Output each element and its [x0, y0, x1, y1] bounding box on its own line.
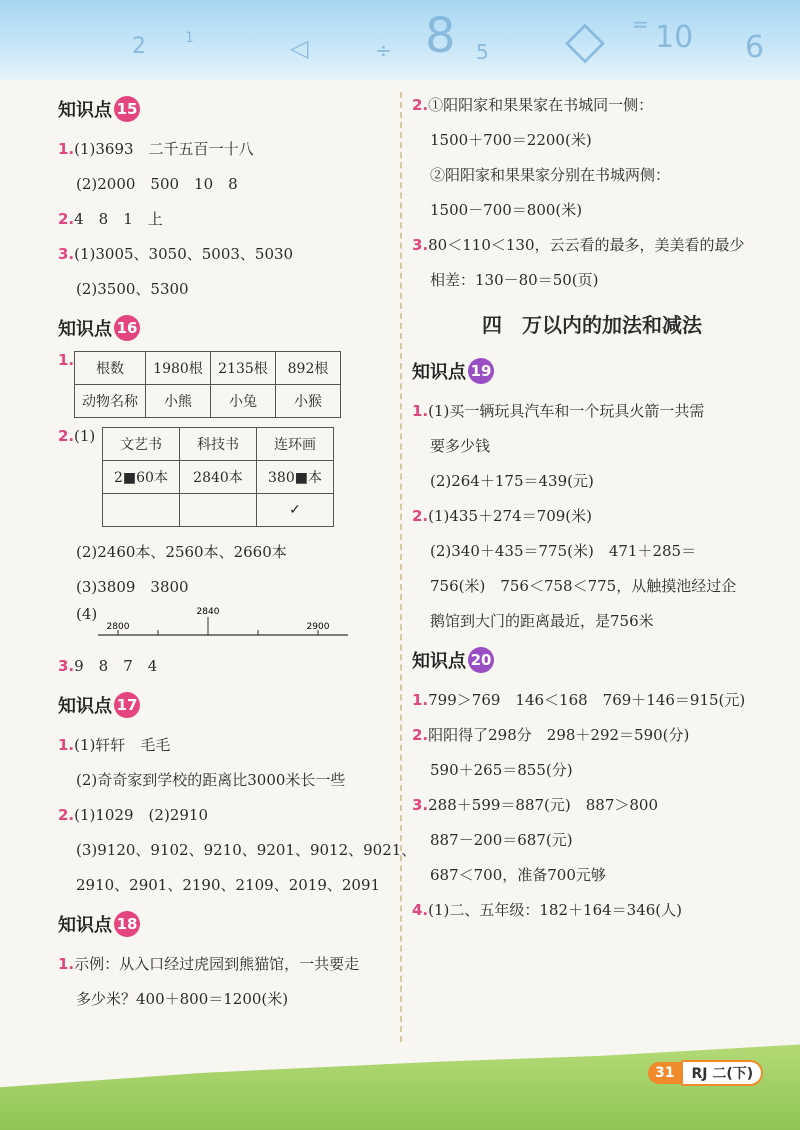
knowledge-point-17: 知识点 17 [58, 690, 388, 720]
answer-text: 示例：从入口经过虎园到熊猫馆，一共要走 [74, 955, 360, 973]
table-cell: 380■本 [257, 461, 334, 494]
deco-symbol: 2 [132, 34, 146, 59]
column-divider [400, 92, 402, 1042]
table-cell: 2135根 [211, 352, 276, 385]
deco-symbol: 5 [476, 40, 489, 64]
knowledge-point-20: 知识点 20 [412, 645, 772, 675]
left-column [58, 88, 417, 1017]
answer-text: 1500－700＝800(米) [430, 201, 583, 219]
answer-text: (2)2460本、2560本、2660本 [76, 543, 287, 561]
answer-text: 阳阳得了298分 298＋292＝590(分) [428, 726, 690, 744]
answer-text: (2)3500、5300 [76, 280, 189, 298]
answer-text: ①阳阳家和果果家在书城同一侧： [428, 96, 654, 114]
question-number: 3. [412, 236, 429, 254]
table-cell [103, 494, 180, 527]
deco-symbol: 8 [425, 8, 456, 64]
question-number: 1. [58, 736, 75, 754]
question-number: 2. [58, 427, 75, 445]
answer-text: 756(米) 756＜758＜775，从触摸池经过企 [430, 577, 737, 595]
table-header-cell: 科技书 [180, 428, 257, 461]
answer-text: (2)340＋435＝775(米) 471＋285＝ [430, 542, 697, 560]
check-mark: ✓ [257, 494, 334, 527]
table-cell: 1980根 [146, 352, 211, 385]
tick-label: 2900 [306, 622, 330, 632]
kp-badge: 18 [114, 911, 140, 937]
answer-text: (1)435＋274＝709(米) [428, 507, 592, 525]
knowledge-point-19: 知识点 19 [412, 356, 772, 386]
kp-badge: 16 [114, 315, 140, 341]
question-number: 1. [412, 691, 429, 709]
deco-symbol: 6 [745, 30, 765, 65]
book-count-table [102, 427, 334, 527]
table-cell: 动物名称 [75, 385, 146, 418]
question-number: 1. [412, 402, 429, 420]
number-line [98, 605, 398, 649]
kp-badge: 15 [114, 96, 140, 122]
kp-badge: 20 [468, 647, 494, 673]
answer-text: (1)买一辆玩具汽车和一个玩具火箭一共需 [428, 402, 705, 420]
kp-badge: 19 [468, 358, 494, 384]
answer-text: 80＜110＜130，云云看的最多，美美看的最少 [428, 236, 745, 254]
question-number: 1. [58, 351, 75, 369]
page-number: 31 [648, 1062, 681, 1084]
table-cell: 小兔 [211, 385, 276, 418]
deco-symbol: 1 [185, 30, 194, 46]
question-number: 3. [58, 657, 75, 675]
answer-text: (1)3005、3050、5003、5030 [74, 245, 294, 263]
header-banner [0, 0, 800, 80]
tick-label: 2840 [196, 607, 220, 617]
table-cell: 小熊 [146, 385, 211, 418]
table-cell [180, 494, 257, 527]
table-cell: 2840本 [180, 461, 257, 494]
answer-text: 590＋265＝855(分) [430, 761, 573, 779]
right-column [412, 88, 772, 928]
deco-symbol: = [632, 12, 649, 36]
part-label: (1) [74, 427, 96, 445]
table-header-cell: 文艺书 [103, 428, 180, 461]
question-number: 3. [412, 796, 429, 814]
deco-symbol: ◁ [290, 34, 309, 62]
answer-text: (1)3693 二千五百一十八 [74, 140, 254, 158]
answer-text: 相差：130－80＝50(页) [430, 271, 599, 289]
knowledge-point-18: 知识点 18 [58, 909, 388, 939]
answer-text: 887－200＝687(元) [430, 831, 573, 849]
question-number: 2. [58, 806, 75, 824]
answer-text: (3)3809 3800 [76, 578, 189, 596]
question-number: 2. [58, 210, 75, 228]
knowledge-point-15: 知识点 15 [58, 94, 388, 124]
answer-text: 288＋599＝887(元) 887＞800 [428, 796, 658, 814]
question-number: 3. [58, 245, 75, 263]
table-header-cell: 连环画 [257, 428, 334, 461]
grade-label: RJ 二(下) [681, 1060, 763, 1086]
question-number: 2. [412, 507, 429, 525]
question-number: 4. [412, 901, 429, 919]
answer-text: 687＜700，准备700元够 [430, 866, 606, 884]
question-number: 1. [58, 140, 75, 158]
answer-text: (2)264＋175＝439(元) [430, 472, 594, 490]
question-number: 2. [412, 726, 429, 744]
page-badge [648, 1060, 763, 1086]
deco-symbol: ◇ [565, 10, 605, 70]
question-number: 2. [412, 96, 429, 114]
answer-text: 4 8 1 上 [74, 210, 163, 228]
knowledge-point-16: 知识点 16 [58, 313, 388, 343]
answer-text: ②阳阳家和果果家分别在书城两侧： [430, 166, 671, 184]
part-label: (4) [76, 605, 98, 623]
answer-text: (2)奇奇家到学校的距离比3000米长一些 [76, 771, 346, 789]
answer-text: 1500＋700＝2200(米) [430, 131, 592, 149]
table-cell: 892根 [276, 352, 341, 385]
bamboo-count-table [74, 351, 341, 418]
kp-badge: 17 [114, 692, 140, 718]
answer-text: (2)2000 500 10 8 [76, 175, 238, 193]
answer-text: (1)1029 (2)2910 [74, 806, 208, 824]
deco-symbol: ÷ [375, 38, 392, 62]
answer-text: 2910、2901、2190、2109、2019、2091 [76, 876, 381, 894]
question-number: 1. [58, 955, 75, 973]
answer-text: (1)轩轩 毛毛 [74, 736, 171, 754]
answer-text: 鹅馆到大门的距离最近，是756米 [430, 612, 654, 630]
answer-text: (3)9120、9102、9210、9201、9012、9021、 [76, 841, 417, 859]
answer-text: 多少米？400＋800＝1200(米) [76, 990, 289, 1008]
answer-text: 9 8 7 4 [74, 657, 158, 675]
number-line-answer [58, 605, 388, 649]
deco-symbol: 10 [655, 20, 694, 55]
table-cell: 小猴 [276, 385, 341, 418]
table-cell: 根数 [75, 352, 146, 385]
answer-text: 799＞769 146＜168 769＋146＝915(元) [428, 691, 746, 709]
table-cell: 2■60本 [103, 461, 180, 494]
answer-text: (1)二、五年级：182＋164＝346(人) [428, 901, 682, 919]
section-title: 四 万以内的加法和减法 [482, 313, 702, 337]
tick-label: 2800 [106, 622, 130, 632]
answer-text: 要多少钱 [430, 437, 491, 455]
